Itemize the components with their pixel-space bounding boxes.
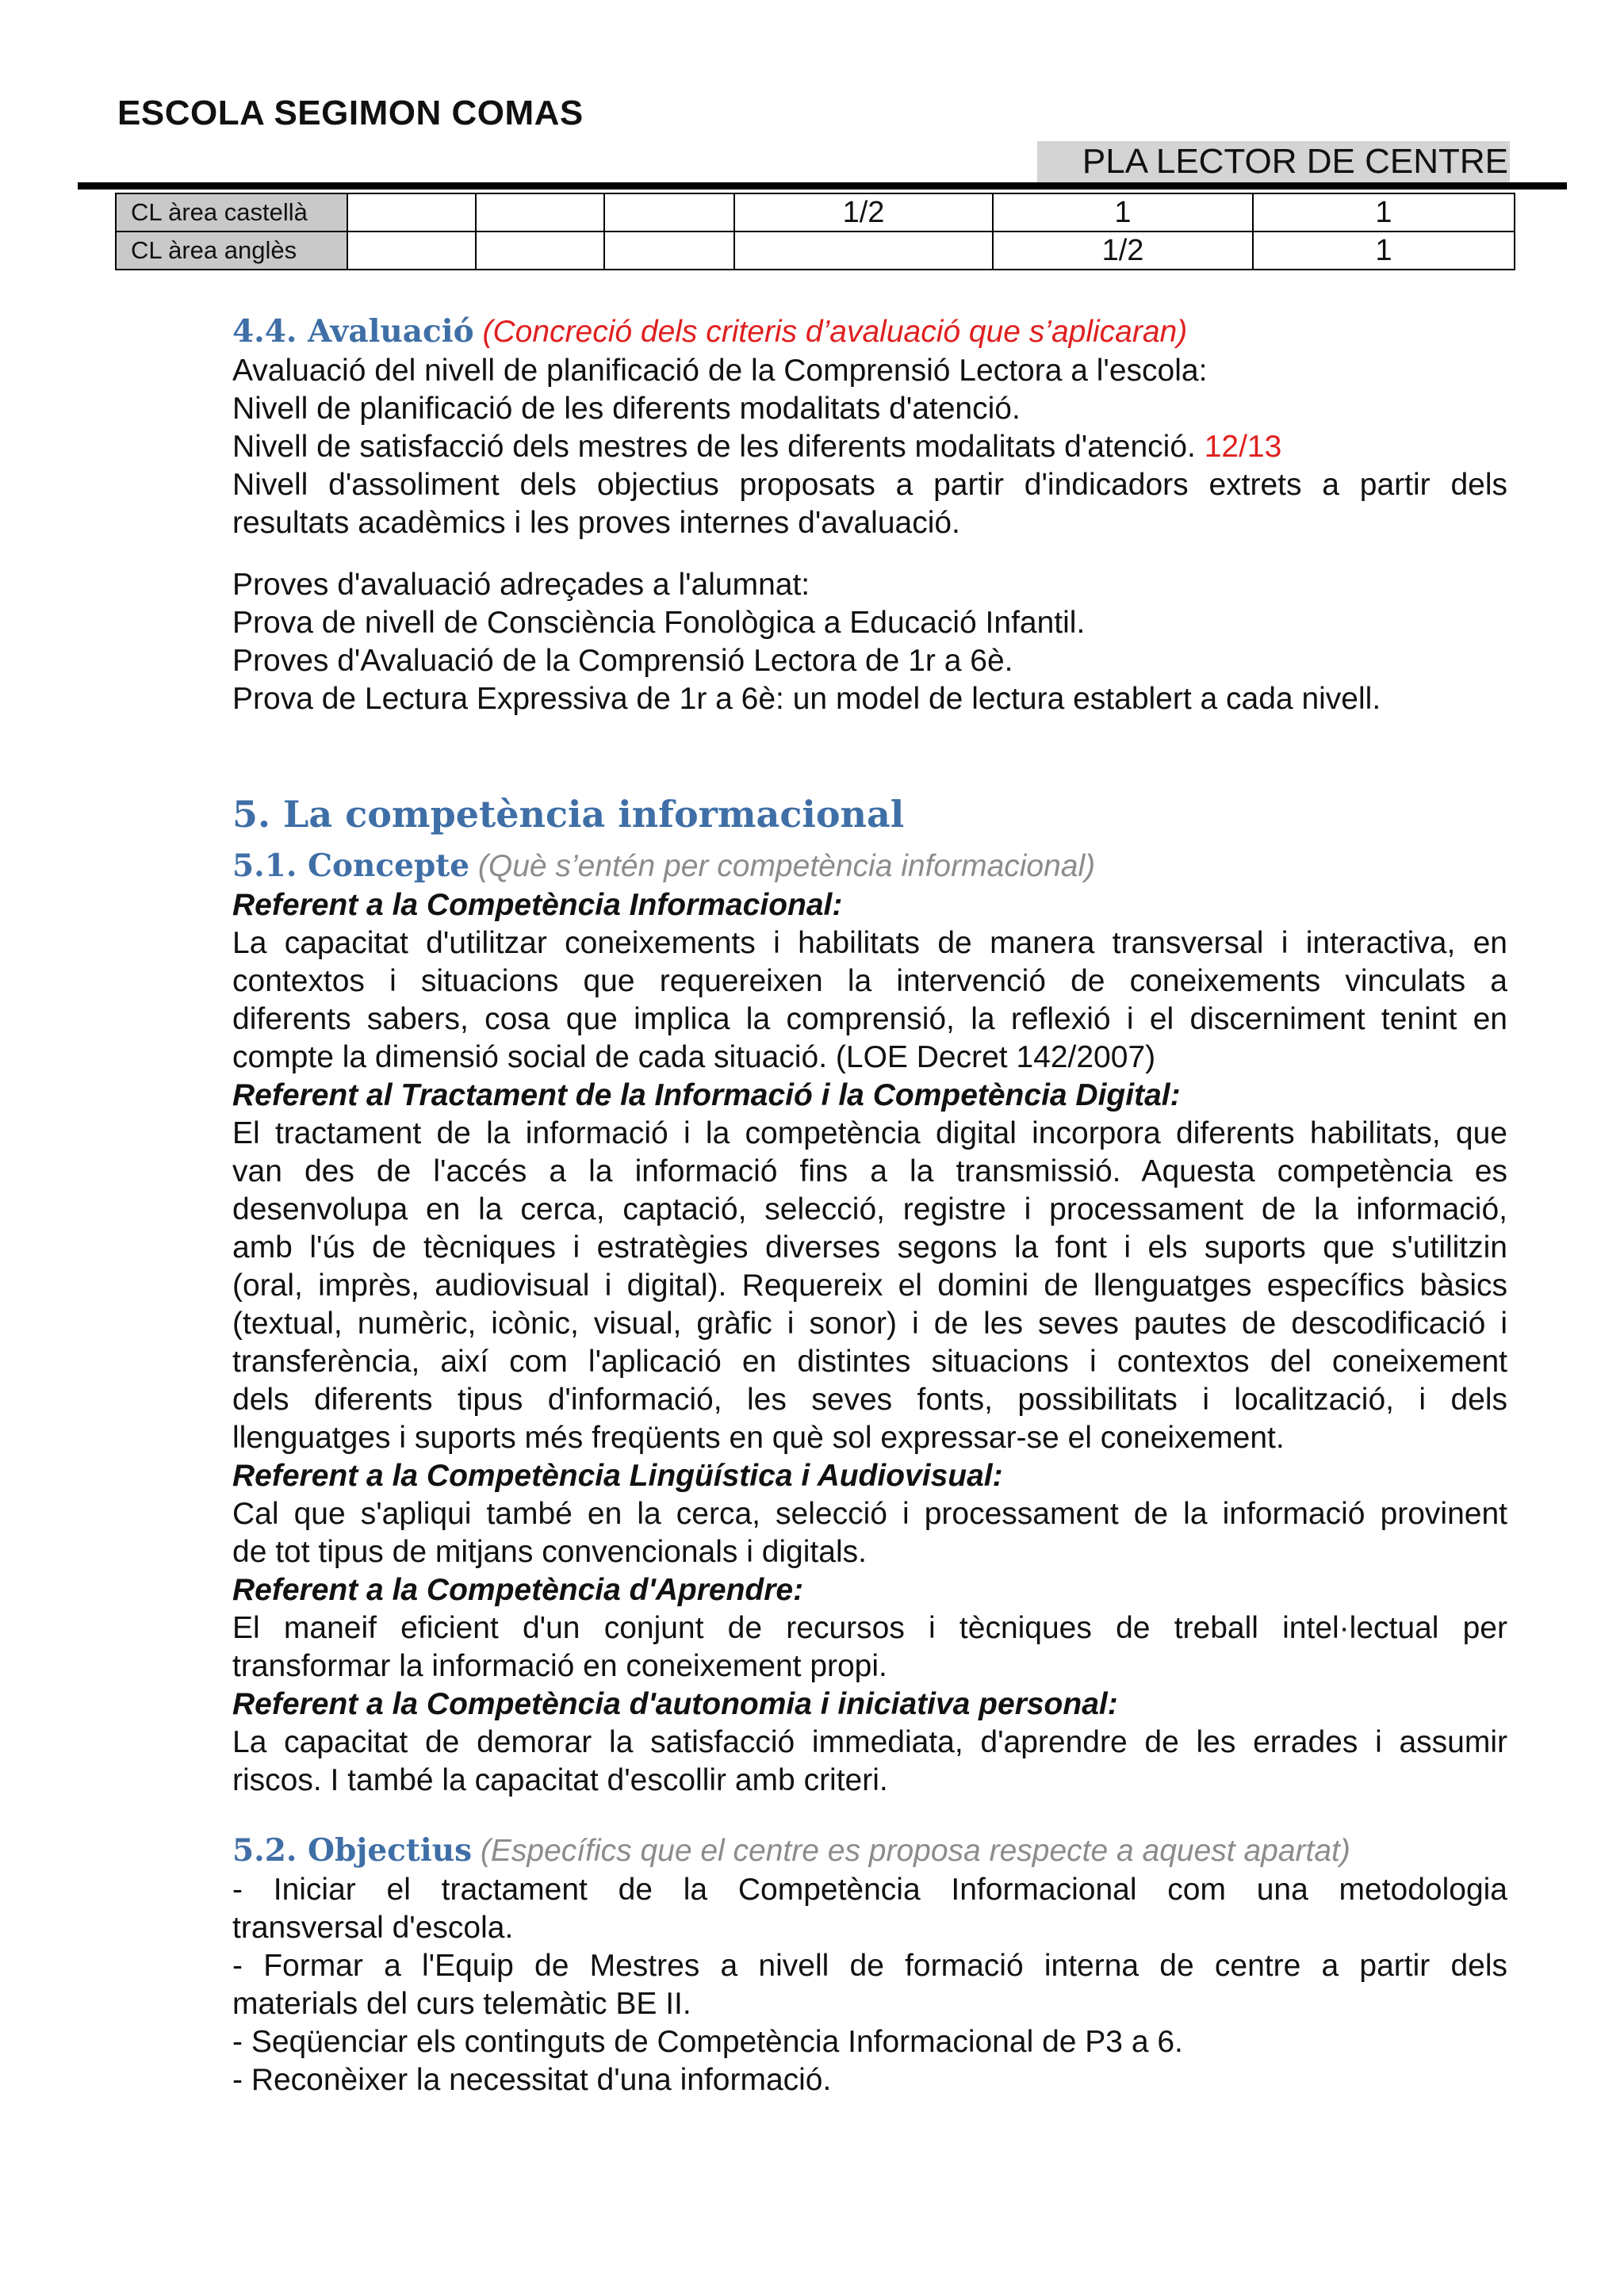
table-cell: [347, 232, 476, 270]
list-item: - Iniciar el tractament de la Competència Informacional com una metodologia: [232, 1873, 1507, 1907]
table-cell: 1/2: [993, 232, 1253, 270]
section-5-title: 5. La competència informacional: [232, 793, 905, 836]
table-row: [116, 193, 1515, 232]
table-cell: [604, 193, 734, 232]
course-year: 12/13: [1204, 430, 1282, 464]
section-4-4: [232, 312, 1507, 718]
table-cell: 1: [993, 193, 1253, 232]
table-cell: [347, 193, 476, 232]
paragraph-line: Proves d'avaluació adreçades a l'alumnat:: [232, 568, 810, 602]
paragraph-line: Nivell d'assoliment dels objectius proposats a partir d'indicadors extrets a partir dels: [232, 468, 1507, 502]
paragraph-line: Avaluació del nivell de planificació de la Comprensió Lectora a l'escola:: [232, 354, 1208, 388]
table-cell: 1/2: [734, 193, 993, 232]
referent-heading: Referent al Tractament de la Informació i la Competència Digital:: [232, 1078, 1181, 1112]
list-item: - Formar a l'Equip de Mestres a nivell de formació interna de centre a partir dels: [232, 1949, 1507, 1983]
paragraph-line: contextos i situacions que requereixen la intervenció de coneixements vinculats a: [232, 964, 1507, 998]
list-item: materials del curs telemàtic BE II.: [232, 1987, 691, 2021]
list-item: - Seqüenciar els continguts de Competència Informacional de P3 a 6.: [232, 2025, 1183, 2059]
paragraph-line: desenvolupa en la cerca, captació, selecció, registre i processament de la informació,: [232, 1192, 1507, 1226]
paragraph-line: compte la dimensió social de cada situació. (LOE Decret 142/2007): [232, 1040, 1156, 1074]
referent-heading: Referent a la Competència d'autonomia i iniciativa personal:: [232, 1687, 1118, 1721]
line-text: Nivell de satisfacció dels mestres de les diferents modalitats d'atenció.: [232, 430, 1196, 464]
table-cell: [734, 232, 993, 270]
school-name: ESCOLA SEGIMON COMAS: [117, 94, 584, 132]
section-heading: [232, 847, 1507, 886]
paragraph-line: diferents sabers, cosa que implica la comprensió, la reflexió i el discerniment tenint en: [232, 1002, 1507, 1036]
heading-hint: (Específics que el centre es proposa respecte a aquest apartat): [480, 1834, 1350, 1868]
heading-number: 5.2. Objectius: [232, 1832, 473, 1869]
list-item: - Reconèixer la necessitat d'una informació.: [232, 2063, 832, 2097]
paragraph-line: El maneif eficient d'un conjunt de recursos i tècniques de treball intel·lectual per: [232, 1611, 1507, 1645]
paragraph-line: resultats acadèmics i les proves internes d'avaluació.: [232, 506, 960, 540]
paragraph-line: Cal que s'apliqui també en la cerca, selecció i processament de la informació provinent: [232, 1497, 1507, 1531]
paragraph-line: llenguatges i suports més freqüents en què sol expressar-se el coneixement.: [232, 1421, 1285, 1455]
row-label: CL àrea anglès: [116, 232, 347, 270]
paragraph-line: (oral, imprès, audiovisual i digital). Requereix el domini de llenguatges específics bàsics: [232, 1269, 1507, 1303]
heading-hint: (Concreció dels criteris d’avaluació que s’aplicaran): [482, 315, 1188, 349]
paragraph-line: La capacitat de demorar la satisfacció immediata, d'aprendre de les errades i assumir: [232, 1725, 1507, 1759]
paragraph-line: transferència, així com l'aplicació en distintes situacions i contextos del coneixement: [232, 1345, 1507, 1379]
paragraph-line: amb l'ús de tècniques i estratègies diverses segons la font i els suports que s'utilitzin: [232, 1230, 1507, 1265]
list-item: transversal d'escola.: [232, 1911, 514, 1945]
table-cell: [476, 193, 604, 232]
referent-heading: Referent a la Competència Informacional:: [232, 888, 843, 922]
paragraph-line: transformar la informació en coneixement propi.: [232, 1649, 887, 1683]
hours-table: [115, 193, 1515, 270]
paragraph-line: riscos. I també la capacitat d'escollir amb criteri.: [232, 1763, 888, 1797]
heading-hint: (Què s’entén per competència informacional): [477, 849, 1096, 883]
section-heading: [232, 312, 1507, 352]
paragraph-line: Nivell de planificació de les diferents modalitats d'atenció.: [232, 392, 1021, 426]
paragraph-line: van des de l'accés a la informació fins a la transmissió. Aquesta competència es: [232, 1154, 1507, 1188]
paragraph-line: Prova de nivell de Consciència Fonològica a Educació Infantil.: [232, 606, 1086, 640]
referent-heading: Referent a la Competència d'Aprendre:: [232, 1573, 804, 1607]
table-cell: [476, 232, 604, 270]
section-5-2: [232, 1831, 1507, 2099]
table-cell: 1: [1253, 193, 1515, 232]
paragraph-line: Prova de Lectura Expressiva de 1r a 6è: un model de lectura establert a cada nivell.: [232, 682, 1381, 716]
section-5-1: [232, 847, 1507, 1800]
paragraph-line: (textual, numèric, icònic, visual, gràfic i sonor) i de les seves pautes de descodificació i: [232, 1307, 1507, 1341]
row-label: CL àrea castellà: [116, 193, 347, 232]
paragraph-line: de tot tipus de mitjans convencionals i digitals.: [232, 1535, 867, 1569]
paragraph-line: El tractament de la informació i la competència digital incorpora diferents habilitats, que: [232, 1116, 1507, 1150]
table-cell: 1: [1253, 232, 1515, 270]
heading-number: 5.1. Concepte: [232, 848, 470, 884]
table-row: [116, 232, 1515, 270]
table-cell: [604, 232, 734, 270]
paragraph-line: [232, 428, 1507, 466]
referent-heading: Referent a la Competència Lingüística i Audiovisual:: [232, 1459, 1003, 1493]
paragraph-line: dels diferents tipus d'informació, les seves fonts, possibilitats i localització, i dels: [232, 1383, 1507, 1417]
paragraph-line: Proves d'Avaluació de la Comprensió Lectora de 1r a 6è.: [232, 644, 1013, 678]
plan-title: PLA LECTOR DE CENTRE: [1037, 141, 1510, 182]
paragraph-line: La capacitat d'utilitzar coneixements i habilitats de manera transversal i interactiva, en: [232, 926, 1507, 960]
header-rule: [78, 182, 1567, 189]
heading-number: 4.4. Avaluació: [232, 313, 474, 350]
section-heading: [232, 1831, 1507, 1871]
